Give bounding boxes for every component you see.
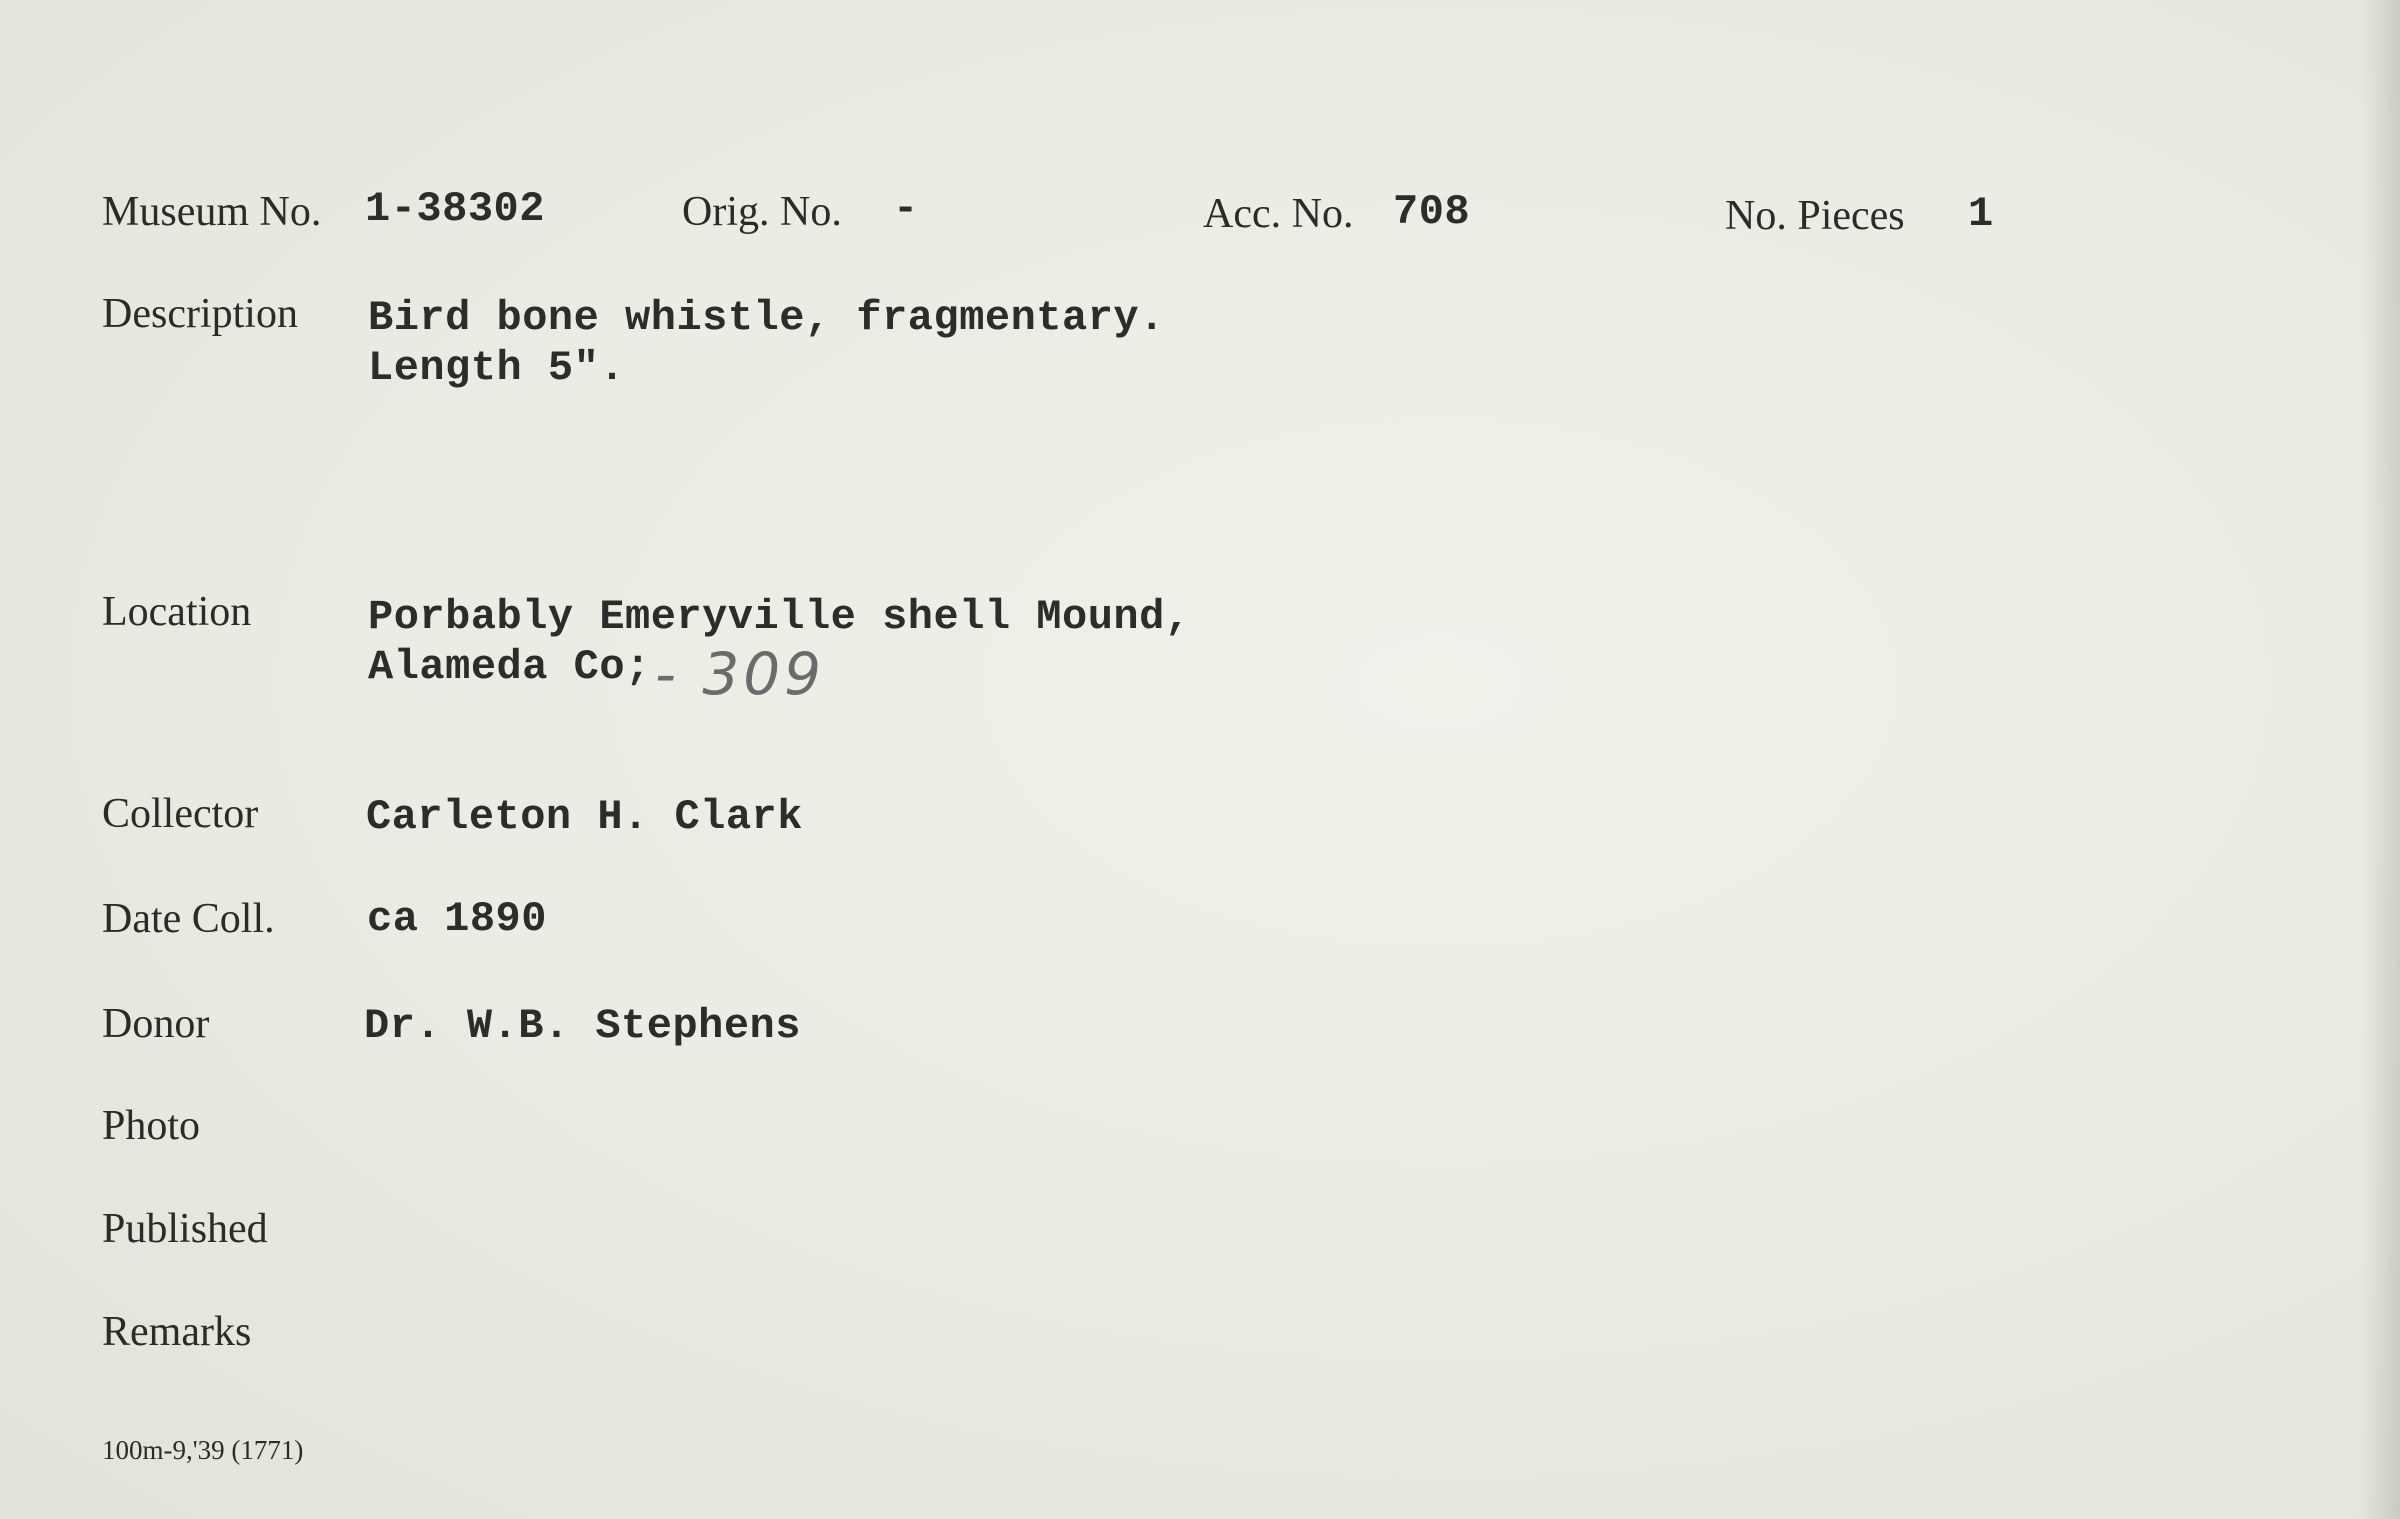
remarks-label: Remarks [102, 1309, 252, 1355]
acc-no-value: 708 [1393, 188, 1471, 236]
no-pieces-label: No. Pieces [1725, 193, 1905, 239]
description-value [368, 293, 1165, 393]
location-line: Porbably Emeryville shell Mound, [368, 593, 1191, 641]
location-line: Alameda Co; [368, 643, 651, 691]
print-code: 100m-9,'39 (1771) [102, 1435, 304, 1465]
no-pieces-value: 1 [1968, 190, 1994, 238]
date-coll-label: Date Coll. [102, 896, 275, 942]
published-label: Published [102, 1206, 268, 1252]
handwritten-annotation: - 309 [655, 640, 826, 708]
collector-value: Carleton H. Clark [366, 793, 803, 841]
museum-no-label: Museum No. [102, 189, 322, 235]
location-label: Location [102, 589, 252, 635]
photo-label: Photo [102, 1103, 201, 1149]
description-line: Bird bone whistle, fragmentary. [368, 294, 1165, 342]
description-label: Description [102, 291, 298, 337]
orig-no-value: - [893, 185, 919, 233]
donor-label: Donor [102, 1001, 210, 1047]
orig-no-label: Orig. No. [682, 189, 842, 235]
collector-label: Collector [102, 791, 259, 837]
date-coll-value: ca 1890 [367, 895, 547, 943]
acc-no-label: Acc. No. [1203, 191, 1354, 237]
card-edge-shadow [2360, 0, 2400, 1519]
donor-value: Dr. W.B. Stephens [364, 1002, 801, 1050]
museum-no-value: 1-38302 [365, 185, 545, 233]
description-line: Length 5". [368, 344, 626, 392]
